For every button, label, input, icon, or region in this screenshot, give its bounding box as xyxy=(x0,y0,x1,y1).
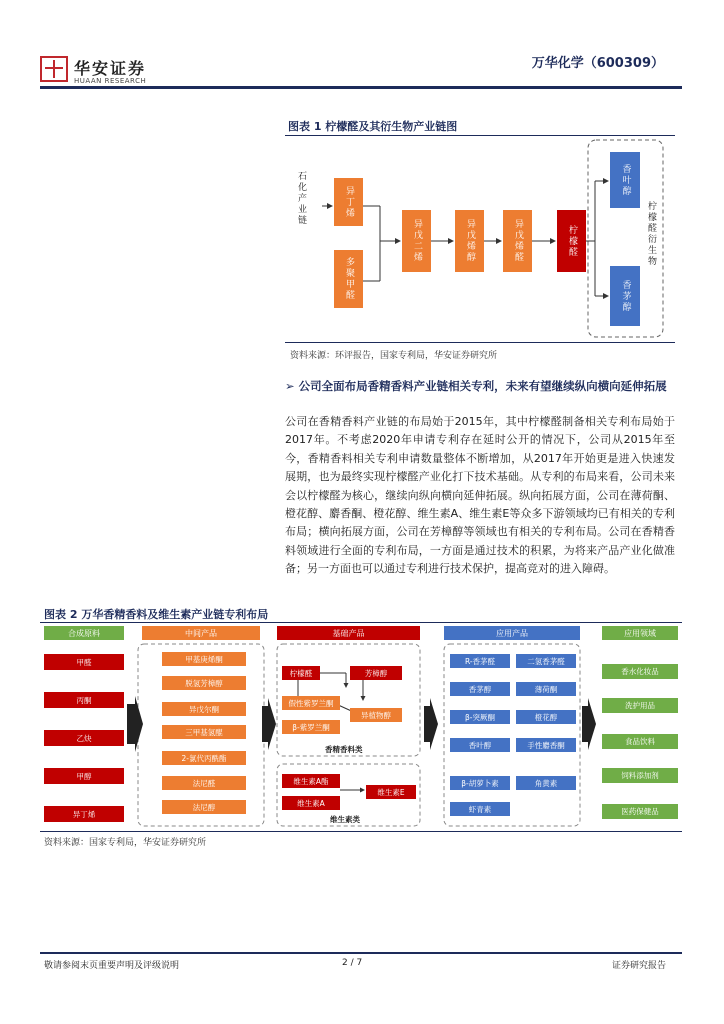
material-item: 乙炔 xyxy=(44,730,124,746)
header-materials: 合成原料 xyxy=(44,626,124,640)
applied-item: 薄荷酮 xyxy=(516,682,576,696)
petrochemical-chain-label: 石化产业链 xyxy=(296,171,306,226)
group-fragrance-label: 香精香料类 xyxy=(325,745,363,754)
figure2-source: 资料来源：国家专利局，华安证券研究所 xyxy=(44,838,207,848)
applied-item: β-突厥酮 xyxy=(450,710,510,724)
footer-disclaimer: 敬请参阅末页重要声明及评级说明 xyxy=(44,961,180,971)
field-item: 洗护用品 xyxy=(602,698,678,713)
figure2-title: 图表 2 万华香精香料及维生素产业链专利布局 xyxy=(44,608,269,621)
field-item: 香水化妆品 xyxy=(602,664,678,679)
footer-divider xyxy=(40,952,682,954)
isopentenol-node: 异戊烯醇 xyxy=(455,210,484,272)
applied-item: 二氢香茅醛 xyxy=(516,654,576,668)
logo-icon xyxy=(40,56,68,82)
intermediate-item: 甲基庚烯酮 xyxy=(162,652,246,666)
base-linalool: 芳樟醇 xyxy=(350,666,402,680)
figure2-title-rule xyxy=(40,622,682,623)
applied-item: 橙花醇 xyxy=(516,710,576,724)
intermediate-item: 脱氢芳樟醇 xyxy=(162,676,246,690)
citral-node: 柠檬醛 xyxy=(557,210,586,272)
base-vitamin-a: 维生素A xyxy=(282,796,340,810)
nerol-node: 香茅醇 xyxy=(610,266,640,326)
material-item: 甲醇 xyxy=(44,768,124,784)
intermediate-item: 异戊尔酮 xyxy=(162,702,246,716)
material-item: 甲醛 xyxy=(44,654,124,670)
figure1-title: 图表 1 柠檬醛及其衍生物产业链图 xyxy=(288,120,458,133)
isopentadiene-node: 异戊二烯 xyxy=(402,210,431,272)
intermediate-item: 法尼醛 xyxy=(162,776,246,790)
group-vitamin-label: 维生素类 xyxy=(330,815,360,824)
material-item: 丙酮 xyxy=(44,692,124,708)
intermediate-item: 法尼醇 xyxy=(162,800,246,814)
header-intermediates: 中间产品 xyxy=(142,626,260,640)
isopentenal-node: 异戊烯醛 xyxy=(503,210,532,272)
section-heading: ➢ 公司全面布局香精香料产业链相关专利，未来有望继续纵向横向延伸拓展 xyxy=(285,379,667,393)
section-paragraph: 公司在香精香料产业链的布局始于2015年，其中柠檬醛制备相关专利布局始于2017年。不考虑2020年申请专利存在延时公开的情况下，公司从2015年至今，香精香料相关专利申请数量整体不断增加，从2017年开始更是进入快速发展期，也为最终实现柠檬醛产业化打下技术基础。从专利的布局来看，公司未来会以柠檬醛为核心，继续向纵向横向延伸拓展。纵向拓展方面，公司在薄荷酮、橙花醇、麝香酮、橙花醇、维生素A、维生素E等众多下游领域均已有相关的专利布局；横向拓展方面，公司在芳樟醇等领域也有相关的专利布局。公司在香精香料领域进行全面的专利布局，一方面是通过技术的积累，为将来产品产业化做准备；另一方面也可以通过专利进行技术保护，提高竞对的进入障碍。 xyxy=(285,415,675,576)
applied-item: R-香茅醛 xyxy=(450,654,510,668)
intermediate-item: 2-氯代丙酰酯 xyxy=(162,751,246,765)
header-base-products: 基础产品 xyxy=(277,626,420,640)
applied-item: β-胡萝卜素 xyxy=(450,776,510,790)
material-item: 异丁烯 xyxy=(44,806,124,822)
header-applied-products: 应用产品 xyxy=(444,626,580,640)
figure1-bottom-rule xyxy=(285,342,675,343)
footer-report-type: 证券研究报告 xyxy=(612,961,667,971)
citral-derivatives-label: 柠檬醛衍生物 xyxy=(646,201,656,267)
applied-item: 手性麝香酮 xyxy=(516,738,576,752)
page-number: 2 / 7 xyxy=(342,958,363,968)
header-application-fields: 应用领域 xyxy=(602,626,678,640)
base-vitamin-e: 维生素E xyxy=(366,785,416,799)
applied-item: 虾青素 xyxy=(450,802,510,816)
report-title: 万华化学（600309） xyxy=(531,56,664,71)
base-vitamin-a-ester: 维生素A酯 xyxy=(282,774,340,788)
figure2-bottom-rule xyxy=(40,831,682,832)
logo-subtitle: HUAAN RESEARCH xyxy=(74,77,147,85)
base-beta-ionone: β-紫罗兰酮 xyxy=(282,720,340,734)
applied-item: 香叶醇 xyxy=(450,738,510,752)
paraformaldehyde-node: 多聚甲醛 xyxy=(334,250,363,308)
base-isophytol: 异植物醇 xyxy=(350,708,402,722)
figure1-source: 资料来源：环评报告，国家专利局，华安证券研究所 xyxy=(290,351,498,361)
geraniol-node: 香叶醇 xyxy=(610,152,640,208)
logo-text: 华安证券 xyxy=(74,59,147,78)
figure1-diagram xyxy=(285,136,675,341)
field-item: 医药保健品 xyxy=(602,804,678,819)
intermediate-item: 三甲基氢醌 xyxy=(162,725,246,739)
header-divider xyxy=(40,86,682,89)
base-pseudo-ionone: 假性紫罗兰酮 xyxy=(282,696,340,710)
applied-item: 角黄素 xyxy=(516,776,576,790)
field-item: 饲料添加剂 xyxy=(602,768,678,783)
isobutene-node: 异丁烯 xyxy=(334,178,363,226)
base-citral: 柠檬醛 xyxy=(282,666,320,680)
figure2-diagram xyxy=(40,624,682,830)
field-item: 食品饮料 xyxy=(602,734,678,749)
figure2-connectors xyxy=(40,624,682,830)
applied-item: 香茅醇 xyxy=(450,682,510,696)
